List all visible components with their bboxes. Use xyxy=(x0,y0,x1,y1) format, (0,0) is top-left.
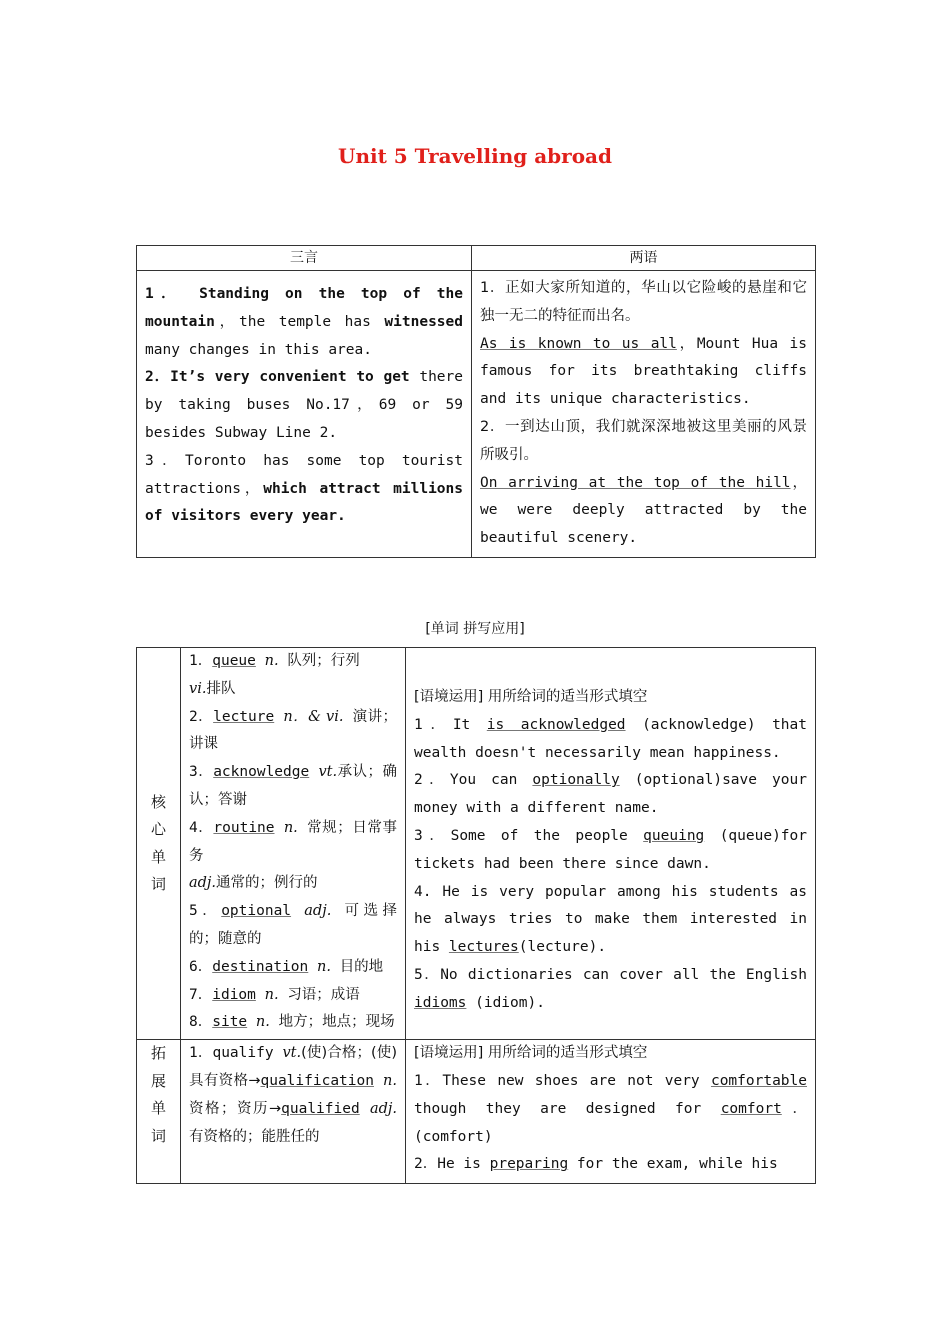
text-span: is acknowledged xyxy=(486,716,626,733)
text-span: lecture xyxy=(213,708,275,725)
text-span: 演讲；讲课 xyxy=(189,708,398,753)
text-span: 2．He is xyxy=(414,1156,490,1173)
text-span: (acknowledge) that wealth doesn't necessarily mean happiness. xyxy=(414,716,807,761)
extended-practice xyxy=(406,1040,816,1184)
word-item xyxy=(189,648,397,704)
text-span: acknowledge xyxy=(213,764,310,781)
practice-item xyxy=(414,823,807,879)
text-span: 4. He is very popular among his students as he always tries to make them interested in his xyxy=(414,883,807,956)
text-span: 2． xyxy=(189,708,214,725)
practice-item xyxy=(414,879,807,962)
text-span: 7． xyxy=(189,986,213,1003)
text-span: 地方；地点；现场 xyxy=(278,1014,395,1031)
word-item xyxy=(189,704,397,760)
text-span: qualified xyxy=(281,1100,360,1117)
text-span: optionally xyxy=(532,772,620,789)
section-title: [单词 拼写应用] xyxy=(425,621,525,637)
text-span: (queue)for tickets had been there since dawn. xyxy=(414,827,807,872)
text-span: routine xyxy=(213,819,275,836)
practice-item xyxy=(414,767,807,823)
word-item xyxy=(189,982,397,1010)
text-span: (使)合格；(使)具有资格→ xyxy=(189,1045,398,1089)
text-span: comfort xyxy=(720,1100,782,1117)
word-item xyxy=(189,954,397,982)
core-words-list xyxy=(181,648,406,1040)
text-span: 6． xyxy=(189,958,213,975)
practice-item xyxy=(414,712,807,768)
sentence-2: 2．It’s very convenient to get there by taking buses No.17，69 or 59 besides Subway Line 2. xyxy=(145,369,463,441)
sentence-3: 3．Toronto has some top tourist attractions，which attract millions of visitors every year. xyxy=(145,452,463,525)
text-span: 可选择的；随意的 xyxy=(189,903,397,947)
text-span: adj. xyxy=(369,1100,397,1117)
text-span: preparing xyxy=(489,1156,569,1173)
text-span: 1． xyxy=(189,1045,213,1062)
practice-heading: [语境运用] 用所给词的适当形式填空 xyxy=(414,689,648,705)
text-span: 通常的；例行的 xyxy=(216,875,318,892)
word-item xyxy=(189,898,397,954)
three-sentences-table xyxy=(136,245,816,558)
text-span: n. xyxy=(283,819,298,836)
sentences-cell xyxy=(137,271,472,558)
text-span: 队列；行列 xyxy=(287,653,360,669)
text-span: though they are designed for xyxy=(414,1100,721,1117)
text-span: optional xyxy=(221,903,292,920)
text-span: adj. xyxy=(304,903,332,920)
sentence-1: 1． Standing on the top of the mountain，the temple has witnessed many changes in this area. xyxy=(145,286,463,358)
text-span: qualification xyxy=(260,1072,374,1089)
text-span: 1． xyxy=(189,653,213,669)
text-span: comfortable xyxy=(710,1072,807,1089)
text-span: qualify xyxy=(212,1045,274,1062)
header-left: 三言 xyxy=(137,246,472,271)
text-span: queuing xyxy=(643,827,705,844)
text-span: 承认；确认；答谢 xyxy=(189,764,398,808)
text-span: (lecture). xyxy=(518,939,607,956)
text-span: idiom xyxy=(212,986,256,1003)
text-span: n. xyxy=(264,653,279,669)
text-span: 习语；成语 xyxy=(287,986,360,1003)
text-span: 1．It xyxy=(414,716,487,733)
text-span: 5． xyxy=(189,903,222,920)
practice-item xyxy=(414,1068,807,1151)
text-span: lectures xyxy=(448,939,519,956)
text-span: n．& vi. xyxy=(283,708,344,725)
extended-words-label: 拓 展 单 词 xyxy=(137,1040,181,1184)
translation-1: 1．正如大家所知道的，华山以它险峻的悬崖和它独一无二的特征而出名。 As is known to us all，Mount Hua is famous for its breathtaking cliffs and its unique characteristics. xyxy=(480,280,807,408)
extended-words-list xyxy=(181,1040,406,1184)
text-span: n. xyxy=(317,958,331,975)
text-span: adj. xyxy=(189,875,217,892)
header-right: 两语 xyxy=(472,246,816,271)
text-span: 1．These new shoes are not very xyxy=(414,1072,711,1089)
text-span: (optional)save your money with a different name. xyxy=(414,772,807,817)
text-span: site xyxy=(212,1014,248,1031)
text-span: n. xyxy=(255,1014,270,1031)
word-item xyxy=(189,815,397,898)
text-span: 常规；日常事务 xyxy=(189,819,398,864)
translation-2: 2．一到达山顶，我们就深深地被这里美丽的风景所吸引。 On arriving at the top of the hill，we were deeply attracted by the beautiful scenery. xyxy=(480,418,808,547)
text-span: vt. xyxy=(318,764,338,781)
translations-cell xyxy=(472,271,816,558)
text-span: (idiom). xyxy=(466,994,545,1011)
text-span: 资格；资历→ xyxy=(189,1100,282,1117)
text-span: 排队 xyxy=(206,680,236,697)
practice-item xyxy=(414,962,807,1018)
core-words-label: 核 心 单 词 xyxy=(137,648,181,1040)
text-span: 目的地 xyxy=(339,958,384,975)
text-span: n. xyxy=(264,986,279,1003)
word-item xyxy=(189,759,397,815)
text-span: vi. xyxy=(189,680,207,697)
text-span: ．(comfort) xyxy=(414,1100,807,1145)
text-span: 3． xyxy=(189,764,214,781)
text-span: destination xyxy=(212,958,309,975)
text-span: 2．You can xyxy=(414,772,533,789)
text-span: n. xyxy=(383,1072,397,1089)
core-practice xyxy=(406,648,816,1040)
practice-item xyxy=(414,1151,807,1179)
text-span: 有资格的；能胜任的 xyxy=(189,1128,320,1145)
text-span: 5．No dictionaries can cover all the English xyxy=(414,966,807,983)
word-item xyxy=(189,1009,397,1037)
text-span: vt. xyxy=(282,1045,302,1062)
text-span: for the exam, while his xyxy=(568,1156,778,1173)
text-span: idioms xyxy=(414,994,467,1011)
practice-heading: [语境运用] 用所给词的适当形式填空 xyxy=(414,1045,648,1062)
vocabulary-table xyxy=(136,647,816,1184)
text-span: 4． xyxy=(189,819,214,836)
text-span: queue xyxy=(212,653,256,669)
page-title: Unit 5 Travelling abroad xyxy=(338,144,612,168)
text-span: 8． xyxy=(189,1014,213,1031)
text-span: 3．Some of the people xyxy=(414,827,644,844)
word-item xyxy=(189,1040,397,1151)
